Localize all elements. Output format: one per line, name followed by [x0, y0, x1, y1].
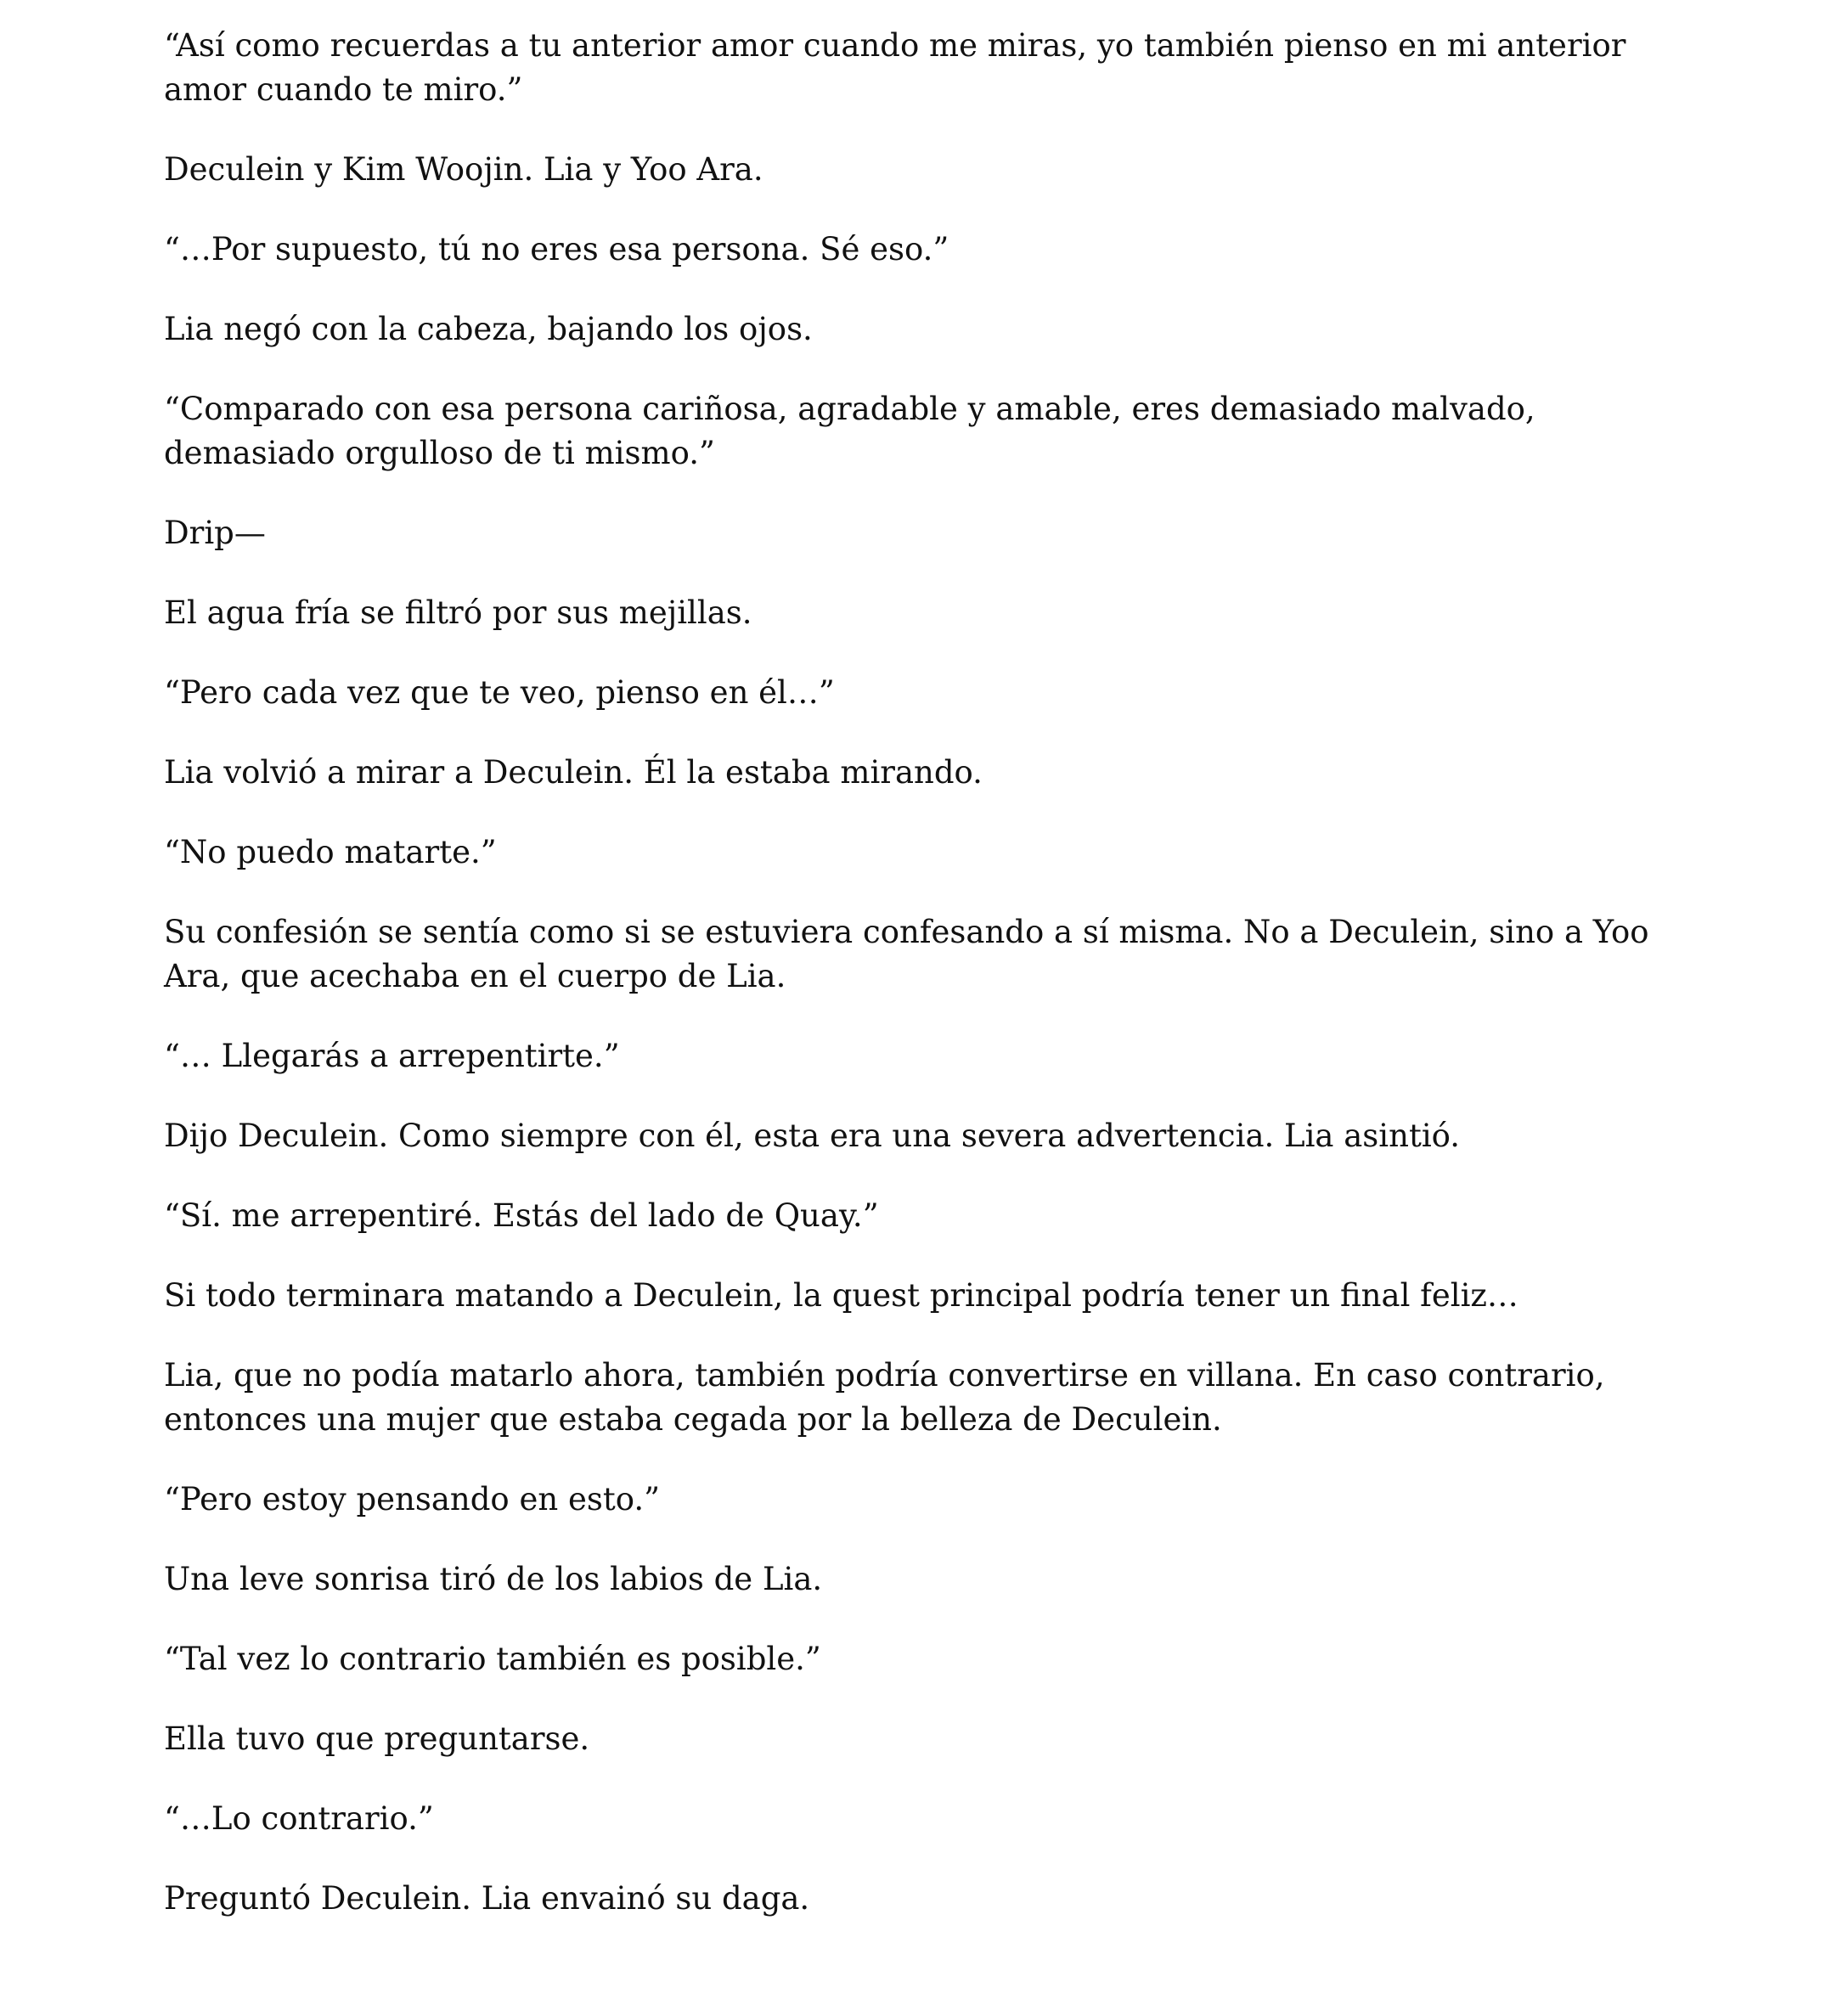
paragraph: Ella tuvo que preguntarse.: [164, 1720, 590, 1757]
document-page: [164, 24, 1693, 1957]
paragraph: “Comparado con esa persona cariñosa, agradable y amable, eres demasiado malvado, demasiado orgulloso de ti mismo.”: [164, 391, 1535, 471]
paragraph: El agua fría se filtró por sus mejillas.: [164, 594, 752, 631]
paragraph: Su confesión se sentía como si se estuviera confesando a sí misma. No a Deculein, sino a Yoo Ara, que acechaba en el cuerpo de Lia.: [164, 914, 1649, 994]
paragraph: “Pero estoy pensando en esto.”: [164, 1481, 661, 1518]
paragraph: Dijo Deculein. Como siempre con él, esta era una severa advertencia. Lia asintió.: [164, 1118, 1461, 1154]
paragraph: “…Por supuesto, tú no eres esa persona. Sé eso.”: [164, 231, 949, 267]
paragraph: Deculein y Kim Woojin. Lia y Yoo Ara.: [164, 151, 763, 188]
paragraph: Drip—: [164, 515, 266, 551]
paragraph: Lia, que no podía matarlo ahora, también podría convertirse en villana. En caso contrario, entonces una mujer que estaba cegada por la belleza de Deculein.: [164, 1357, 1605, 1438]
paragraph: Una leve sonrisa tiró de los labios de Lia.: [164, 1561, 823, 1597]
paragraph: “Sí. me arrepentiré. Estás del lado de Quay.”: [164, 1197, 879, 1234]
paragraph: Lia negó con la cabeza, bajando los ojos.: [164, 311, 813, 347]
paragraph: Lia volvió a mirar a Deculein. Él la estaba mirando.: [164, 754, 983, 791]
paragraph: “…Lo contrario.”: [164, 1800, 434, 1837]
paragraph: Si todo terminara matando a Deculein, la quest principal podría tener un final feliz…: [164, 1277, 1518, 1314]
paragraph: “Pero cada vez que te veo, pienso en él…”: [164, 674, 835, 711]
paragraph: “… Llegarás a arrepentirte.”: [164, 1038, 620, 1074]
paragraph: “Tal vez lo contrario también es posible.”: [164, 1641, 821, 1677]
paragraph: “Así como recuerdas a tu anterior amor cuando me miras, yo también pienso en mi anterior amor cuando te miro.”: [164, 27, 1626, 108]
paragraph: Preguntó Deculein. Lia envainó su daga.: [164, 1880, 810, 1917]
paragraph: “No puedo matarte.”: [164, 834, 497, 870]
